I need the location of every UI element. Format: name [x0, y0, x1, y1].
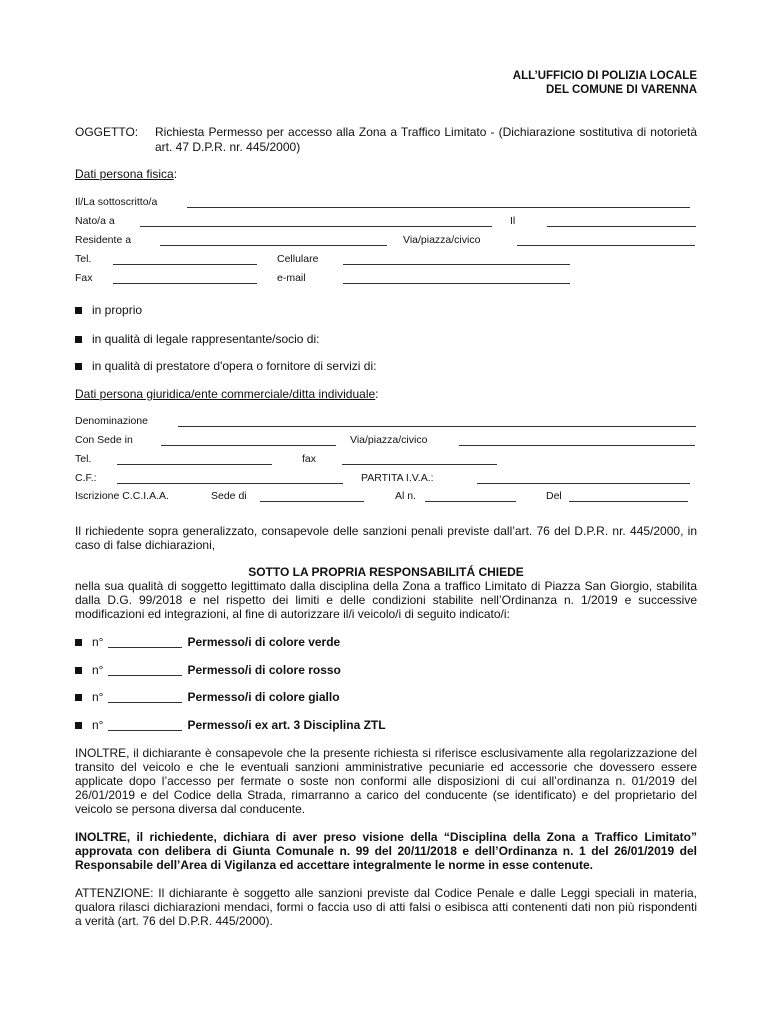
option-legal-representative[interactable]: in qualità di legale rappresentante/socio di: [75, 332, 319, 346]
resident-field[interactable] [160, 245, 387, 246]
attention-paragraph: ATTENZIONE: Il dichiarante è soggetto alle sanzioni previste dal Codice Penale e dalle Leggi speciali in materia, qualora rilasci dichiarazioni mendaci, formi o faccia uso di atti falsi o esibisca atti contenenti dati non più rispondenti a verità (art. 76 del D.P.R. 445/2000). [75, 886, 697, 928]
cciaa-seat-label: Sede di [211, 490, 247, 502]
permit-row-yellow[interactable]: n° Permesso/i di colore giallo [75, 690, 340, 704]
cciaa-seat-field[interactable] [260, 501, 364, 502]
seat-field[interactable] [161, 445, 336, 446]
checkbox-square-icon[interactable] [75, 639, 82, 646]
permit-quantity-field[interactable] [108, 665, 182, 676]
request-text: nella sua qualità di soggetto legittimato dalla disciplina della Zona a traffico Limitato di Piazza San Giorgio, stabilita dalla D.G. 99/2018 e nel rispetto dei limiti e delle condizioni stabilite nell’Ordinanza n. 1/2019 e successive modificazioni ed integrazioni, al fine di autorizzare il/i veicolo/i di seguito indicato/i: [75, 579, 697, 621]
inoltre-paragraph-2: INOLTRE, il richiedente, dichiara di aver preso visione della “Disciplina della Zona a Traffico Limitato” approvata con delibera di Giunta Comunale n. 99 del 20/11/2018 e dell’Ordinanza n. 1 del 26/01/2019 del Responsabile dell’Area di Vigilanza ed accettare integralmente le norme in esse contenute. [75, 830, 697, 872]
company-name-label: Denominazione [75, 415, 148, 427]
checkbox-square-icon[interactable] [75, 722, 82, 729]
street-label: Via/piazza/civico [403, 234, 481, 246]
tel-field[interactable] [113, 264, 257, 265]
cf-label: C.F.: [75, 472, 97, 484]
checkbox-square-icon[interactable] [75, 363, 82, 370]
mobile-field[interactable] [343, 264, 570, 265]
cciaa-label: Iscrizione C.C.I.A.A. [75, 490, 169, 502]
option-in-proprio[interactable]: in proprio [75, 303, 142, 317]
subject-text: Richiesta Permesso per accesso alla Zona a Traffico Limitato - (Dichiarazione sostitutiva di notorietà art. 47 D.P.R. nr. 445/2000) [155, 125, 697, 154]
cf-field[interactable] [117, 483, 343, 484]
fax-label: Fax [75, 272, 93, 284]
company-tel-field[interactable] [117, 464, 272, 465]
natural-person-title: Dati persona fisica: [75, 167, 178, 181]
checkbox-square-icon[interactable] [75, 694, 82, 701]
cciaa-number-label: Al n. [395, 490, 417, 502]
subject-label: OGGETTO: [75, 125, 139, 139]
cciaa-date-field[interactable] [569, 501, 688, 502]
checkbox-square-icon[interactable] [75, 307, 82, 314]
company-fax-label: fax [302, 453, 317, 465]
addressee-line-2: DEL COMUNE DI VARENNA [546, 84, 697, 96]
undersigned-label: Il/La sottoscritto/a [75, 196, 158, 208]
cciaa-date-label: Del [546, 490, 562, 502]
permit-row-green[interactable]: n° Permesso/i di colore verde [75, 635, 340, 649]
email-label: e-mail [277, 272, 306, 284]
company-street-field[interactable] [459, 445, 695, 446]
checkbox-square-icon[interactable] [75, 336, 82, 343]
mobile-label: Cellulare [277, 253, 319, 265]
resident-label: Residente a [75, 234, 132, 246]
option-service-provider[interactable]: in qualità di prestatore d'opera o fornitore di servizi di: [75, 359, 376, 373]
permit-row-red[interactable]: n° Permesso/i di colore rosso [75, 663, 341, 677]
declaration-intro: Il richiedente sopra generalizzato, consapevole delle sanzioni penali previste dall’art. 76 del D.P.R. nr. 445/2000, in caso di false dichiarazioni, [75, 524, 697, 552]
born-in-field[interactable] [140, 226, 492, 227]
seat-label: Con Sede in [75, 434, 133, 446]
permit-quantity-field[interactable] [108, 637, 182, 648]
email-field[interactable] [343, 283, 570, 284]
company-name-field[interactable] [178, 426, 696, 427]
checkbox-square-icon[interactable] [75, 667, 82, 674]
permit-quantity-field[interactable] [108, 720, 182, 731]
born-in-label: Nato/a a [75, 215, 115, 227]
company-fax-field[interactable] [342, 464, 497, 465]
born-on-label: Il [510, 215, 516, 227]
inoltre-paragraph-1: INOLTRE, il dichiarante è consapevole che la presente richiesta si riferisce esclusivamente alla regolarizzazione del transito del veicolo e che le eventuali sanzioni amministrative pecuniarie ed accessorie che dovessero essere applicate dopo l’accesso per fermate o soste non conformi alle disposizioni di cui all’ordinanza n. 01/2019 del 26/01/2019 e del Codice della Strada, rimarranno a carico del conducente (se identificato) e del proprietario del veicolo se persona diversa dal conducente. [75, 746, 697, 816]
company-tel-label: Tel. [75, 453, 92, 465]
addressee-line-1: ALL’UFFICIO DI POLIZIA LOCALE [512, 70, 697, 82]
request-heading: SOTTO LA PROPRIA RESPONSABILITÁ CHIEDE [248, 565, 524, 579]
fax-field[interactable] [113, 283, 257, 284]
permit-quantity-field[interactable] [108, 692, 182, 703]
undersigned-field[interactable] [187, 207, 690, 208]
legal-entity-title: Dati persona giuridica/ente commerciale/ditta individuale: [75, 387, 379, 401]
tel-label: Tel. [75, 253, 92, 265]
permit-row-art3[interactable]: n° Permesso/i ex art. 3 Disciplina ZTL [75, 718, 386, 732]
addressee-block [513, 69, 697, 97]
vat-field[interactable] [477, 483, 690, 484]
company-street-label: Via/piazza/civico [350, 434, 428, 446]
street-field[interactable] [517, 245, 695, 246]
born-on-field[interactable] [547, 226, 696, 227]
cciaa-number-field[interactable] [425, 501, 516, 502]
vat-label: PARTITA I.V.A.: [361, 472, 434, 484]
